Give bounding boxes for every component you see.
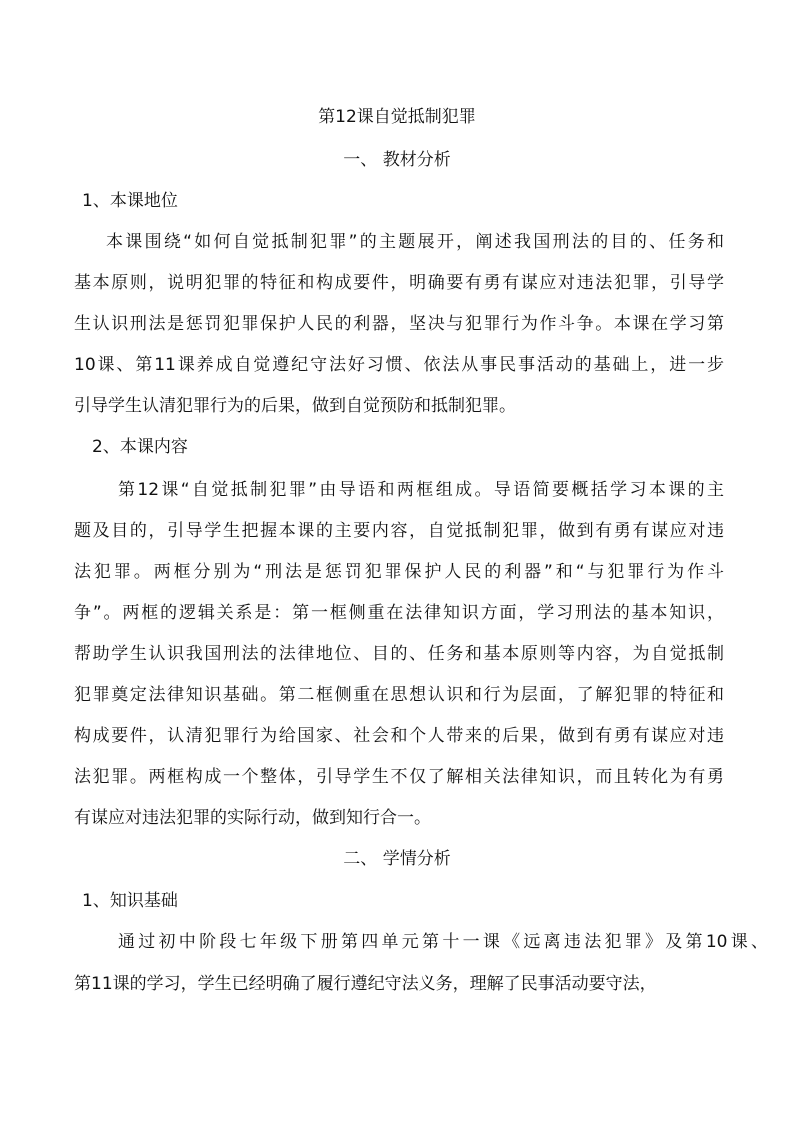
paragraph-line: 基本原则，说明犯罪的特征和构成要件，明确要有勇有谋应对违法犯罪，引导学 <box>74 273 724 293</box>
paragraph-line: 帮助学生认识我国刑法的法律地位、目的、任务和基本原则等内容，为自觉抵制 <box>74 644 724 664</box>
subsection-heading: 1、本课地位 <box>82 191 178 211</box>
paragraph-line: 争”。两框的逻辑关系是：第一框侧重在法律知识方面，学习刑法的基本知识， <box>74 603 724 623</box>
paragraph-line: 法犯罪。两框构成一个整体，引导学生不仅了解相关法律知识，而且转化为有勇 <box>74 767 724 787</box>
subsection-heading: 2、本课内容 <box>92 437 188 457</box>
subsection-heading: 1、知识基础 <box>82 891 178 911</box>
paragraph-line: 本课围绕“如何自觉抵制犯罪”的主题展开，阐述我国刑法的目的、任务和 <box>106 232 724 252</box>
document-title: 第12课自觉抵制犯罪 <box>318 107 476 127</box>
paragraph-line: 10课、第11课养成自觉遵纪守法好习惯、依法从事民事活动的基础上，进一步 <box>74 355 724 375</box>
paragraph-line: 有谋应对违法犯罪的实际行动，做到知行合一。 <box>74 808 431 828</box>
paragraph-line: 通过初中阶段七年级下册第四单元第十一课《远离违法犯罪》及第10课、 <box>118 932 768 952</box>
paragraph-line: 引导学生认清犯罪行为的后果，做到自觉预防和抵制犯罪。 <box>74 396 516 416</box>
paragraph-line: 犯罪奠定法律知识基础。第二框侧重在思想认识和行为层面，了解犯罪的特征和 <box>74 685 724 705</box>
section-heading: 一、 教材分析 <box>343 150 451 170</box>
section-heading: 二、 学情分析 <box>343 849 451 869</box>
paragraph-line: 法犯罪。两框分别为“刑法是惩罚犯罪保护人民的利器”和“与犯罪行为作斗 <box>74 562 724 582</box>
paragraph-line: 第11课的学习，学生已经明确了履行遵纪守法义务，理解了民事活动要守法， <box>74 974 657 994</box>
paragraph-line: 构成要件，认清犯罪行为给国家、社会和个人带来的后果，做到有勇有谋应对违 <box>74 726 724 746</box>
paragraph-line: 生认识刑法是惩罚犯罪保护人民的利器，坚决与犯罪行为作斗争。本课在学习第 <box>74 314 724 334</box>
paragraph-line: 第12课“自觉抵制犯罪”由导语和两框组成。导语简要概括学习本课的主 <box>118 480 724 500</box>
paragraph-line: 题及目的，引导学生把握本课的主要内容，自觉抵制犯罪，做到有勇有谋应对违 <box>74 521 724 541</box>
